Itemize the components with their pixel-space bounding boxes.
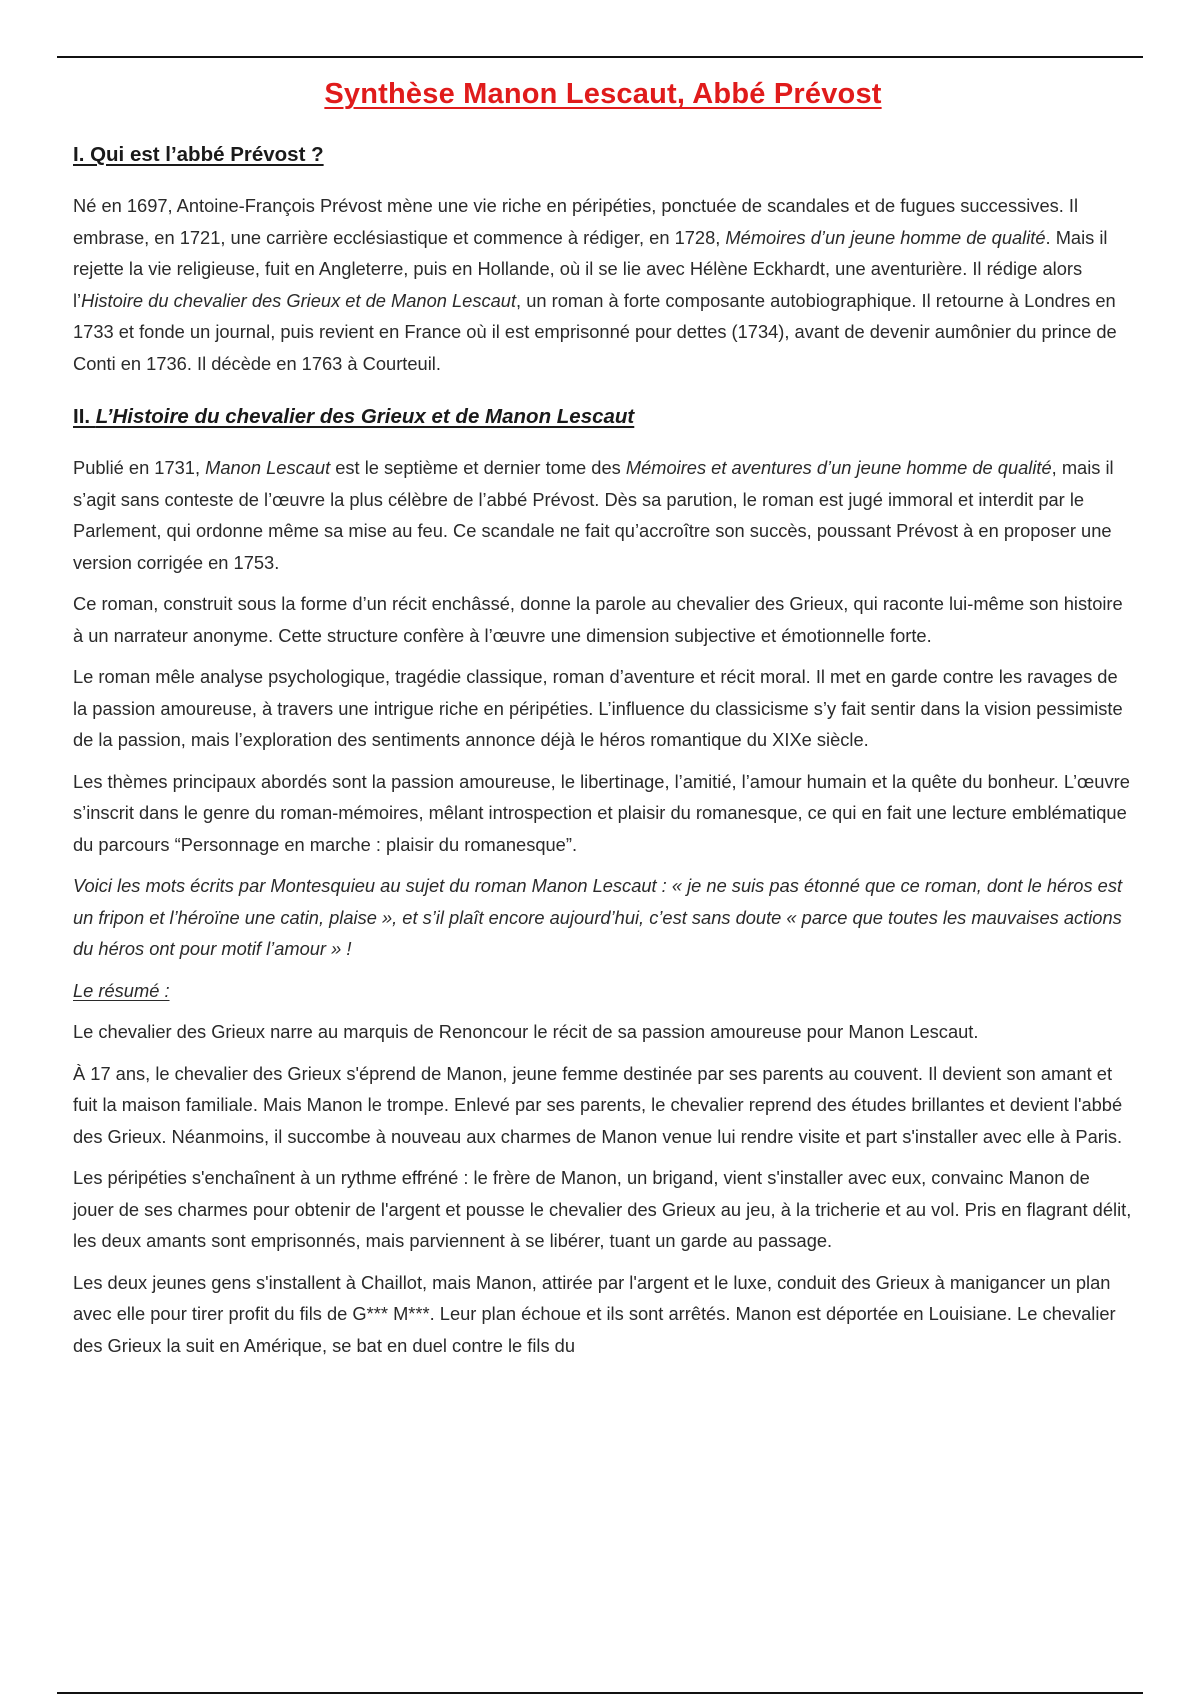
resume-paragraph-3: Les péripéties s'enchaînent à un rythme effréné : le frère de Manon, un brigand, vient s'installer avec eux, convainc Manon de jouer de ses charmes pour obtenir de l'argent et pousse le chevalier des Grieux au jeu, à la tricherie et au vol. Pris en flagrant délit, les deux amants sont emprisonnés, mais parviennent à se libérer, tuant un garde au passage. — [73, 1167, 1132, 1251]
section-1-heading: I. Qui est l’abbé Prévost ? — [73, 143, 324, 166]
section-2-paragraph-2: Ce roman, construit sous la forme d’un récit enchâssé, donne la parole au chevalier des Grieux, qui raconte lui-même son histoire à un narrateur anonyme. Cette structure confère à l’œuvre une dimension subjective et émotionnelle forte. — [73, 593, 1123, 646]
s1-italic-title-2: Histoire du chevalier des Grieux et de Manon Lescaut — [81, 289, 517, 311]
s1-text-3: , un roman à forte composante autobiographique. Il retourne à Londres en 1733 et fonde un journal, puis revient en France où il est emprisonné pour dettes (1734), avant de devenir aumônier du prince de Conti en 1736. Il décède en 1763 à Courteuil. — [73, 289, 1117, 374]
s2p1-italic-2: Mémoires et aventures d’un jeune homme de qualité — [625, 457, 1052, 478]
s2p1-italic-1: Manon Lescaut — [205, 457, 331, 478]
section-2-heading-prefix: II. — [73, 405, 96, 428]
resume-paragraph-4: Les deux jeunes gens s'installent à Chaillot, mais Manon, attirée par l'argent et le luxe, conduit des Grieux à manigancer un plan avec elle pour tirer profit du fils de G*** M***. Leur plan échoue et ils sont arrêtés. Manon est déportée en Louisiane. Le chevalier des Grieux la suit en Amérique, se bat en duel contre le fils du — [73, 1271, 1116, 1356]
s1-text-2: . Mais il rejette la vie religieuse, fuit en Angleterre, puis en Hollande, où il se lie avec Hélène Eckhardt, une aventurière. Il rédige alors l’ — [73, 226, 1108, 311]
section-2-paragraph-1 — [73, 452, 1133, 578]
section-2-heading-title: L’Histoire du chevalier des Grieux et de Manon Lescaut — [95, 405, 635, 428]
s2p1-text-1: Publié en 1731, — [73, 457, 206, 478]
s2p1-text-2: est le septième et dernier tome des — [330, 457, 626, 478]
document-title: Synthèse Manon Lescaut, Abbé Prévost — [324, 78, 882, 110]
resume-label: Le résumé : — [73, 979, 170, 1001]
section-2-paragraph-4: Les thèmes principaux abordés sont la passion amoureuse, le libertinage, l’amitié, l’amour humain et la quête du bonheur. L’œuvre s’inscrit dans le genre du roman-mémoires, mêlant introspection et plaisir du romanesque, ce qui en fait une lecture emblématique du parcours “Personnage en marche : plaisir du romanesque”. — [73, 770, 1130, 855]
resume-paragraph-2: À 17 ans, le chevalier des Grieux s'éprend de Manon, jeune femme destinée par ses parents au couvent. Il devient son amant et fuit la maison familiale. Mais Manon le trompe. Enlevé par ses parents, le chevalier reprend des études brillantes et devient l'abbé des Grieux. Néanmoins, il succombe à nouveau aux charmes de Manon venue lui rendre visite et part s'installer avec elle à Paris. — [73, 1062, 1123, 1147]
section-1-paragraph — [73, 190, 1133, 379]
s2p1-text-3: , mais il s’agit sans conteste de l’œuvre la plus célèbre de l’abbé Prévost. Dès sa parution, le roman est jugé immoral et interdit par le Parlement, qui ordonne même sa mise au feu. Ce scandale ne fait qu’accroître son succès, poussant Prévost à en proposer une version corrigée en 1753. — [73, 457, 1114, 573]
section-2-heading — [73, 405, 1133, 429]
resume-paragraph-1: Le chevalier des Grieux narre au marquis de Renoncour le récit de sa passion amoureuse pour Manon Lescaut. — [73, 1021, 979, 1042]
s1-text-1: Né en 1697, Antoine-François Prévost mène une vie riche en péripéties, ponctuée de scandales et de fugues successives. Il embrase, en 1721, une carrière ecclésiastique et commence à rédiger, en 1728, — [73, 195, 1079, 248]
section-2-paragraph-3: Le roman mêle analyse psychologique, tragédie classique, roman d’aventure et récit moral. Il met en garde contre les ravages de la passion amoureuse, à travers une intrigue riche en péripéties. L’influence du classicisme s’y fait sentir dans la vision pessimiste de la passion, mais l’exploration des sentiments annonce déjà le héros romantique du XIXe siècle. — [73, 666, 1123, 750]
top-rule — [57, 56, 1143, 58]
montesquieu-quote: Voici les mots écrits par Montesquieu au sujet du roman Manon Lescaut : « je ne suis pas étonné que ce roman, dont le héros est un fripon et l’héroïne une catin, plaise », et s’il plaît encore aujourd’hui, c’est sans doute « parce que toutes les mauvaises actions du héros ont pour motif l’amour » ! — [73, 875, 1123, 959]
s1-italic-title-1: Mémoires d’un jeune homme de qualité — [725, 226, 1046, 248]
document-page — [73, 70, 1133, 1361]
bottom-rule — [57, 1692, 1143, 1694]
